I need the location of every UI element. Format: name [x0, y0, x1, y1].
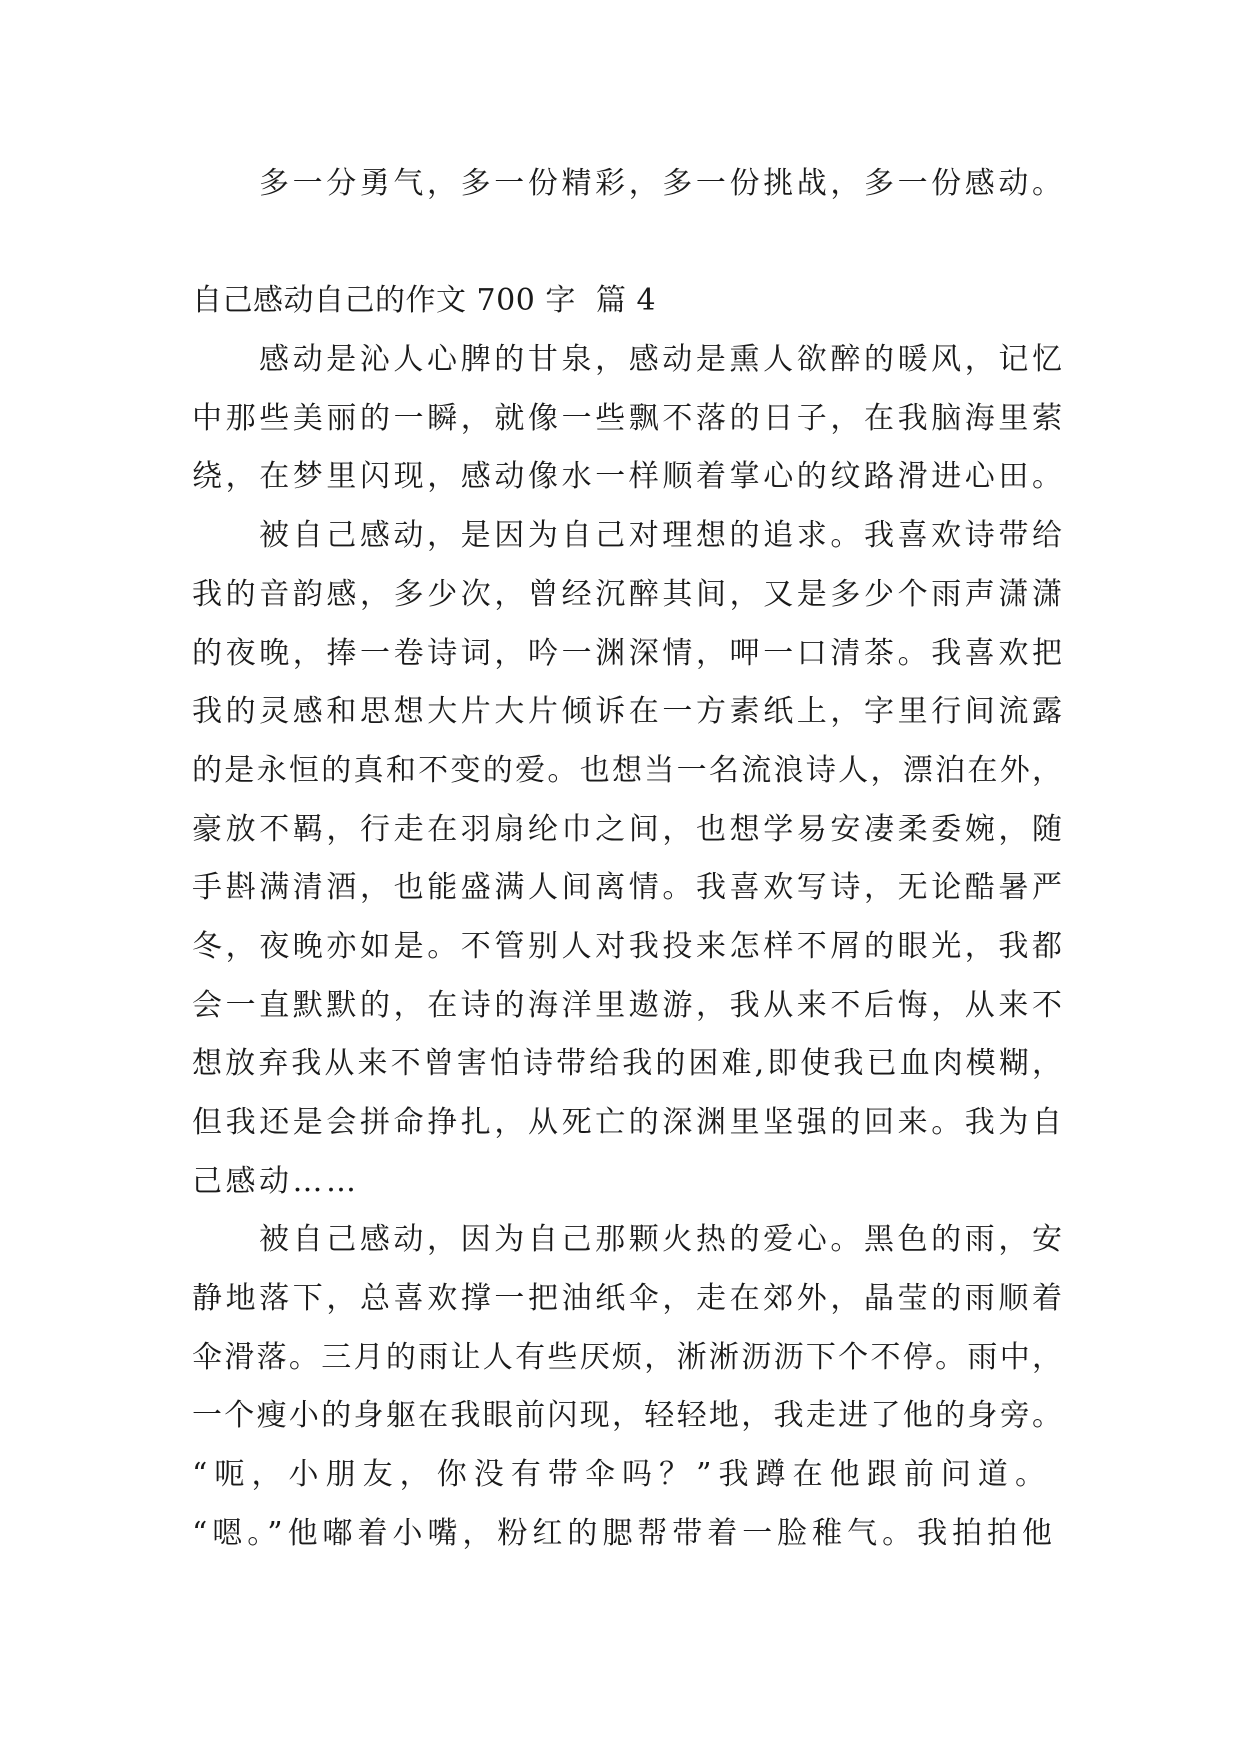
text-line: 想放弃我从来不曾害怕诗带给我的困难,即使我已血肉模糊， [192, 1046, 1062, 1082]
text-line: 冬，夜晚亦如是。不管别人对我投来怎样不屑的眼光，我都 [192, 928, 1062, 964]
text-line: “嗯。”他嘟着小嘴，粉红的腮帮带着一脸稚气。我拍拍他 [192, 1515, 1052, 1551]
text-line: 手斟满清酒，也能盛满人间离情。我喜欢写诗，无论酷暑严 [192, 870, 1062, 906]
text-line: 中那些美丽的一瞬，就像一些飘不落的日子，在我脑海里萦 [192, 400, 1062, 436]
text-line: 豪放不羁，行走在羽扇纶巾之间，也想学易安凄柔委婉，随 [192, 811, 1062, 847]
text-line: 被自己感动，因为自己那颗火热的爱心。黑色的雨，安 [259, 1222, 1062, 1258]
text-line: 的是永恒的真和不变的爱。也想当一名流浪诗人，漂泊在外， [192, 752, 1062, 788]
text-line: 我的灵感和思想大片大片倾诉在一方素纸上，字里行间流露 [192, 694, 1062, 730]
text-line: “呃，小朋友，你没有带伞吗？”我蹲在他跟前问道。 [192, 1457, 1045, 1493]
paragraph [192, 331, 1062, 507]
intro-line: 多一分勇气，多一份精彩，多一份挑战，多一份感动。 [259, 166, 1062, 201]
text-line: 的夜晚，捧一卷诗词，吟一渊深情，呷一口清茶。我喜欢把 [192, 635, 1062, 671]
paragraph [192, 1446, 1062, 1505]
text-line: 我的音韵感，多少次，曾经沉醉其间，又是多少个雨声潇潇 [192, 576, 1062, 612]
text-line: 一个瘦小的身躯在我眼前闪现，轻轻地，我走进了他的身旁。 [192, 1398, 1062, 1434]
text-line: 被自己感动，是因为自己对理想的追求。我喜欢诗带给 [259, 518, 1062, 554]
blank-line [192, 214, 1062, 273]
text-line: 但我还是会拼命挣扎，从死亡的深渊里坚强的回来。我为自 [192, 1105, 1062, 1140]
text-line: 己感动…… [192, 1163, 360, 1199]
text-line: 绕，在梦里闪现，感动像水一样顺着掌心的纹路滑进心田。 [192, 459, 1062, 495]
text-line: 会一直默默的，在诗的海洋里遨游，我从来不后悔，从来不 [192, 987, 1062, 1023]
paragraph [192, 1211, 1062, 1446]
document-page [192, 155, 1062, 1564]
text-line: 感动是沁人心脾的甘泉，感动是熏人欲醉的暖风，记忆 [259, 342, 1062, 378]
paragraph [192, 507, 1062, 1211]
paragraph [192, 1505, 1062, 1564]
text-line: 伞滑落。三月的雨让人有些厌烦，淅淅沥沥下个不停。雨中， [192, 1339, 1062, 1375]
text-line: 静地落下，总喜欢撑一把油纸伞，走在郊外，晶莹的雨顺着 [192, 1281, 1062, 1317]
section-title: 自己感动自己的作文 700 字 篇 4 [192, 283, 657, 319]
